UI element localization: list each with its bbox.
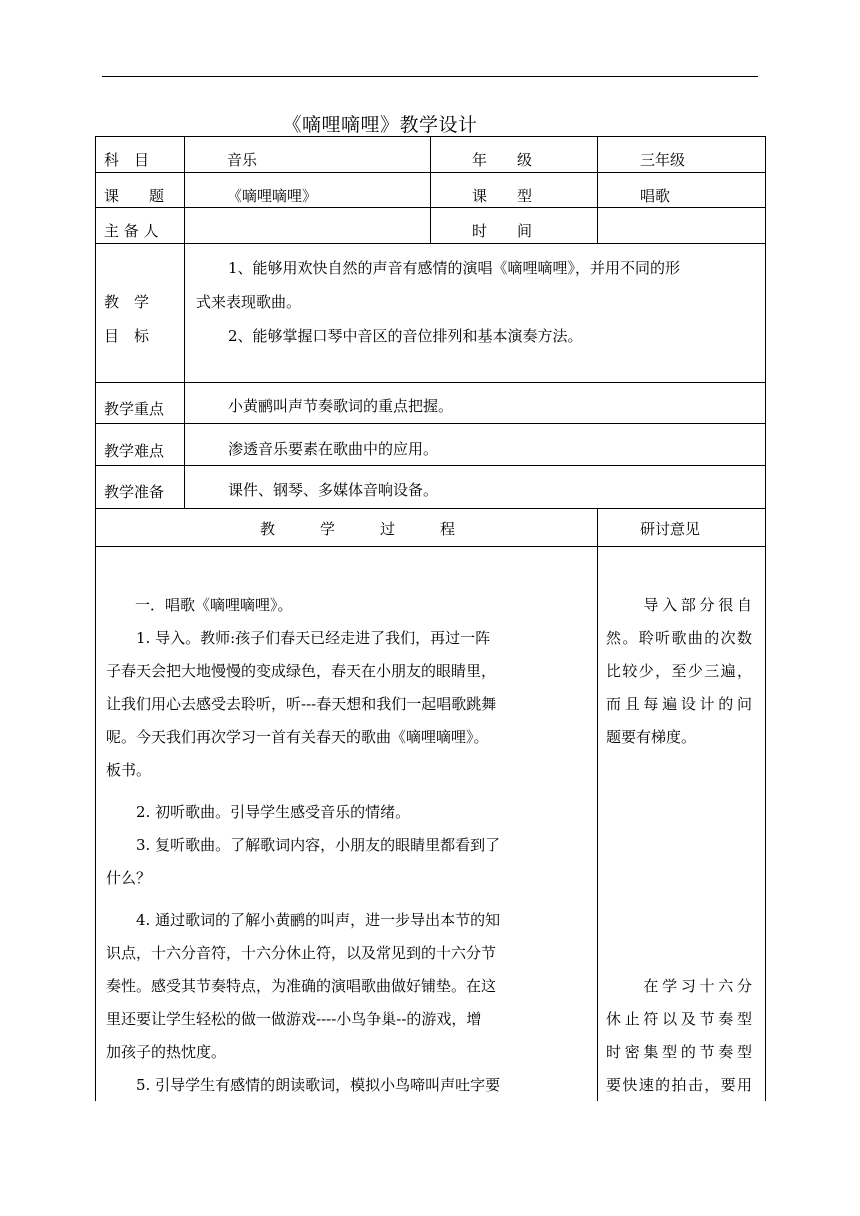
process-line: 里还要让学生轻松的做一做游戏----小鸟争巢--的游戏，增 [106,1010,482,1028]
process-line: 识点，十六分音符，十六分休止符，以及常见到的十六分节 [106,944,497,962]
process-line: 5. 引导学生有感情的朗读歌词，模拟小鸟啼叫声吐字要 [106,1076,501,1094]
process-line: 子春天会把大地慢慢的变成绿色，春天在小朋友的眼睛里， [106,662,497,680]
process-line: 4. 通过歌词的了解小黄鹂的叫声，进一步导出本节的知 [106,911,501,929]
document-title: 《嘀哩嘀哩》教学设计 [282,114,478,136]
process-line: 呢。今天我们再次学习一首有关春天的歌曲《嘀哩嘀哩》。 [106,728,489,746]
review-note-line: 然。聆听歌曲的次数 [606,629,752,647]
header-rule [102,76,758,77]
objectives-label-line2: 目 标 [104,327,150,345]
difficulty-value: 渗透音乐要素在歌曲中的应用。 [228,440,439,458]
grade-label: 年 级 [472,151,533,169]
preparer-label: 主 备 人 [104,222,159,240]
review-header: 研讨意见 [640,520,701,538]
process-line: 什么？ [106,869,152,887]
review-note-line: 在学习十六分 [606,977,752,995]
process-line: 一．唱歌《嘀哩嘀哩》。 [135,596,293,614]
process-line: 2. 初听歌曲。引导学生感受音乐的情绪。 [106,803,411,821]
subject-value: 音乐 [227,151,258,169]
key-point-value: 小黄鹂叫声节奏歌词的重点把握。 [228,397,454,415]
review-note-line: 时密集型的节奏型 [606,1043,752,1061]
process-line: 奏性。感受其节奏特点，为准确的演唱歌曲做好铺垫。在这 [106,977,497,995]
process-line: 让我们用心去感受去聆听，听---春天想和我们一起唱歌跳舞 [106,695,497,713]
review-note-line: 休止符以及节奏型 [606,1010,752,1028]
difficulty-label: 教学难点 [104,442,165,460]
objective-line2: 式来表现歌曲。 [196,293,302,311]
objective-line1: 1、能够用欢快自然的声音有感情的演唱《嘀哩嘀哩》，并用不同的形 [228,259,681,277]
process-line: 板书。 [106,761,152,779]
review-note-line: 题要有梯度。 [606,728,697,746]
process-header: 教 学 过 程 [260,520,456,538]
preparation-label: 教学准备 [104,483,165,501]
type-label: 课 型 [472,187,533,205]
key-point-label: 教学重点 [104,400,165,418]
review-note-line: 导入部分很自 [606,596,752,614]
review-note-line: 比较少，至少三遍， [606,662,752,680]
subject-label: 科 目 [104,151,150,169]
objective-line3: 2、能够掌握口琴中音区的音位排列和基本演奏方法。 [228,327,583,345]
lesson-value: 《嘀哩嘀哩》 [227,187,318,205]
time-label: 时 间 [472,222,533,240]
process-line: 加孩子的热忱度。 [106,1043,227,1061]
type-value: 唱歌 [640,187,671,205]
lesson-label: 课 题 [104,187,165,205]
process-line: 1. 导入。教师:孩子们春天已经走进了我们，再过一阵 [106,629,491,647]
process-line: 3. 复听歌曲。了解歌词内容，小朋友的眼睛里都看到了 [106,836,501,854]
preparation-value: 课件、钢琴、多媒体音响设备。 [228,481,439,499]
review-note-line: 要快速的拍击，要用 [606,1076,752,1094]
review-note-line: 而且每遍设计的问 [606,695,752,713]
grade-value: 三年级 [640,151,686,169]
objectives-label-line1: 教 学 [104,293,150,311]
